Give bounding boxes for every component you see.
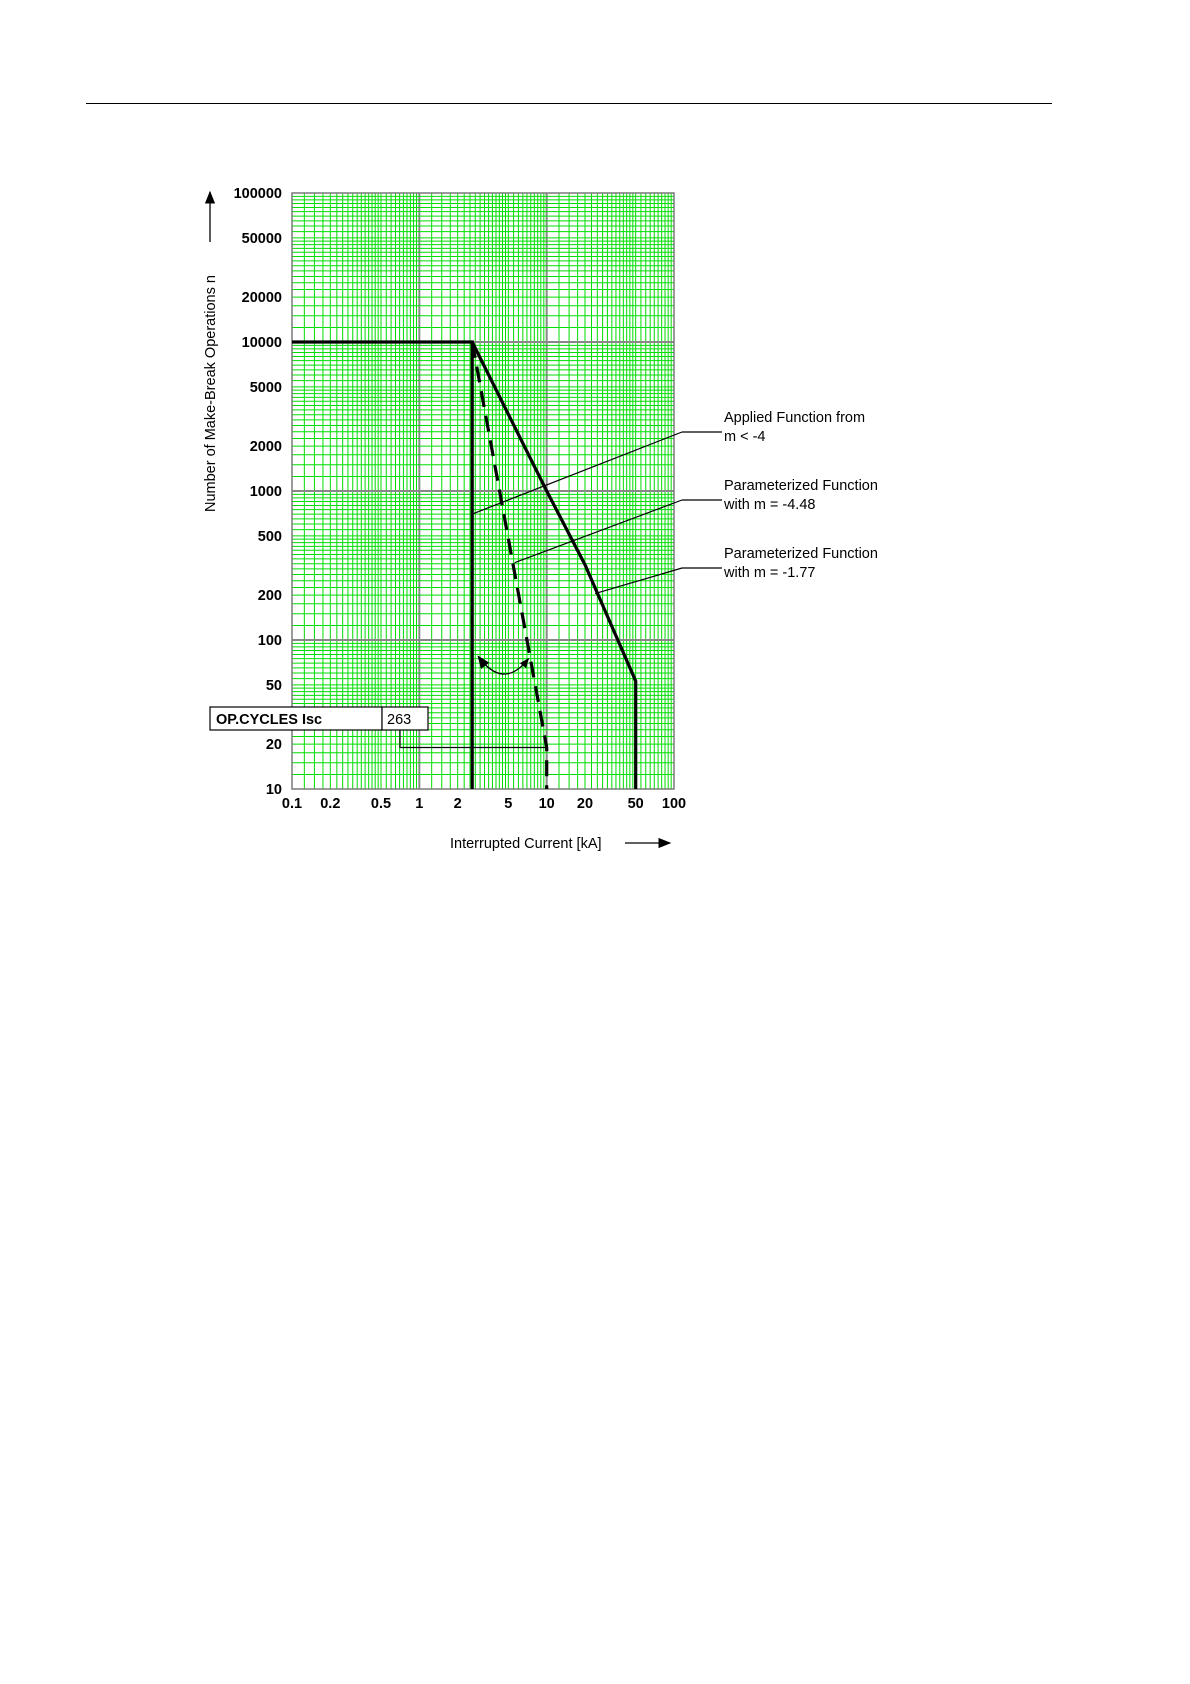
annotation-text: Applied Function from [724,410,866,426]
y-tick-label: 200 [257,588,282,605]
op-cycles-box [210,707,428,730]
annotation-text: m < -4 [724,429,766,445]
x-tick-label: 0.1 [281,796,303,812]
x-tick-label: 0.2 [320,796,341,812]
annotation-text: Parameterized Function [724,546,878,562]
y-tick-label: 20 [265,737,282,754]
x-tick-label: 1 [415,796,424,812]
op-cycles-label: OP.CYCLES Isc [216,712,323,728]
x-tick-label: 5 [504,796,513,812]
x-tick-label: 0.5 [370,796,392,812]
x-tick-label: 20 [576,796,594,812]
x-tick-label: 2 [453,796,462,812]
x-tick-label: 10 [538,796,555,812]
annotation-text: with m = -1.77 [724,565,816,581]
annotation-text: with m = -4.48 [724,497,816,513]
op-cycles-value: 263 [387,712,412,728]
grid [292,193,674,789]
y-axis-label: Number of Make-Break Operations n [203,275,219,512]
y-tick-label: 50 [265,677,282,694]
y-tick-label: 100000 [233,186,282,202]
y-tick-label: 10000 [241,335,282,351]
y-tick-label: 5000 [249,379,282,396]
y-tick-label: 20000 [241,290,282,307]
y-tick-label: 10 [265,782,282,798]
y-tick-label: 2000 [249,439,282,456]
x-axis-label: Interrupted Current [kA] [450,836,602,852]
y-tick-label: 100 [257,633,282,649]
y-tick-label: 1000 [249,484,282,500]
x-tick-label: 100 [661,796,687,812]
x-tick-label: 50 [627,796,644,812]
y-tick-label: 500 [257,528,282,545]
y-tick-label: 50000 [241,230,282,247]
annotation-text: Parameterized Function [724,478,878,494]
